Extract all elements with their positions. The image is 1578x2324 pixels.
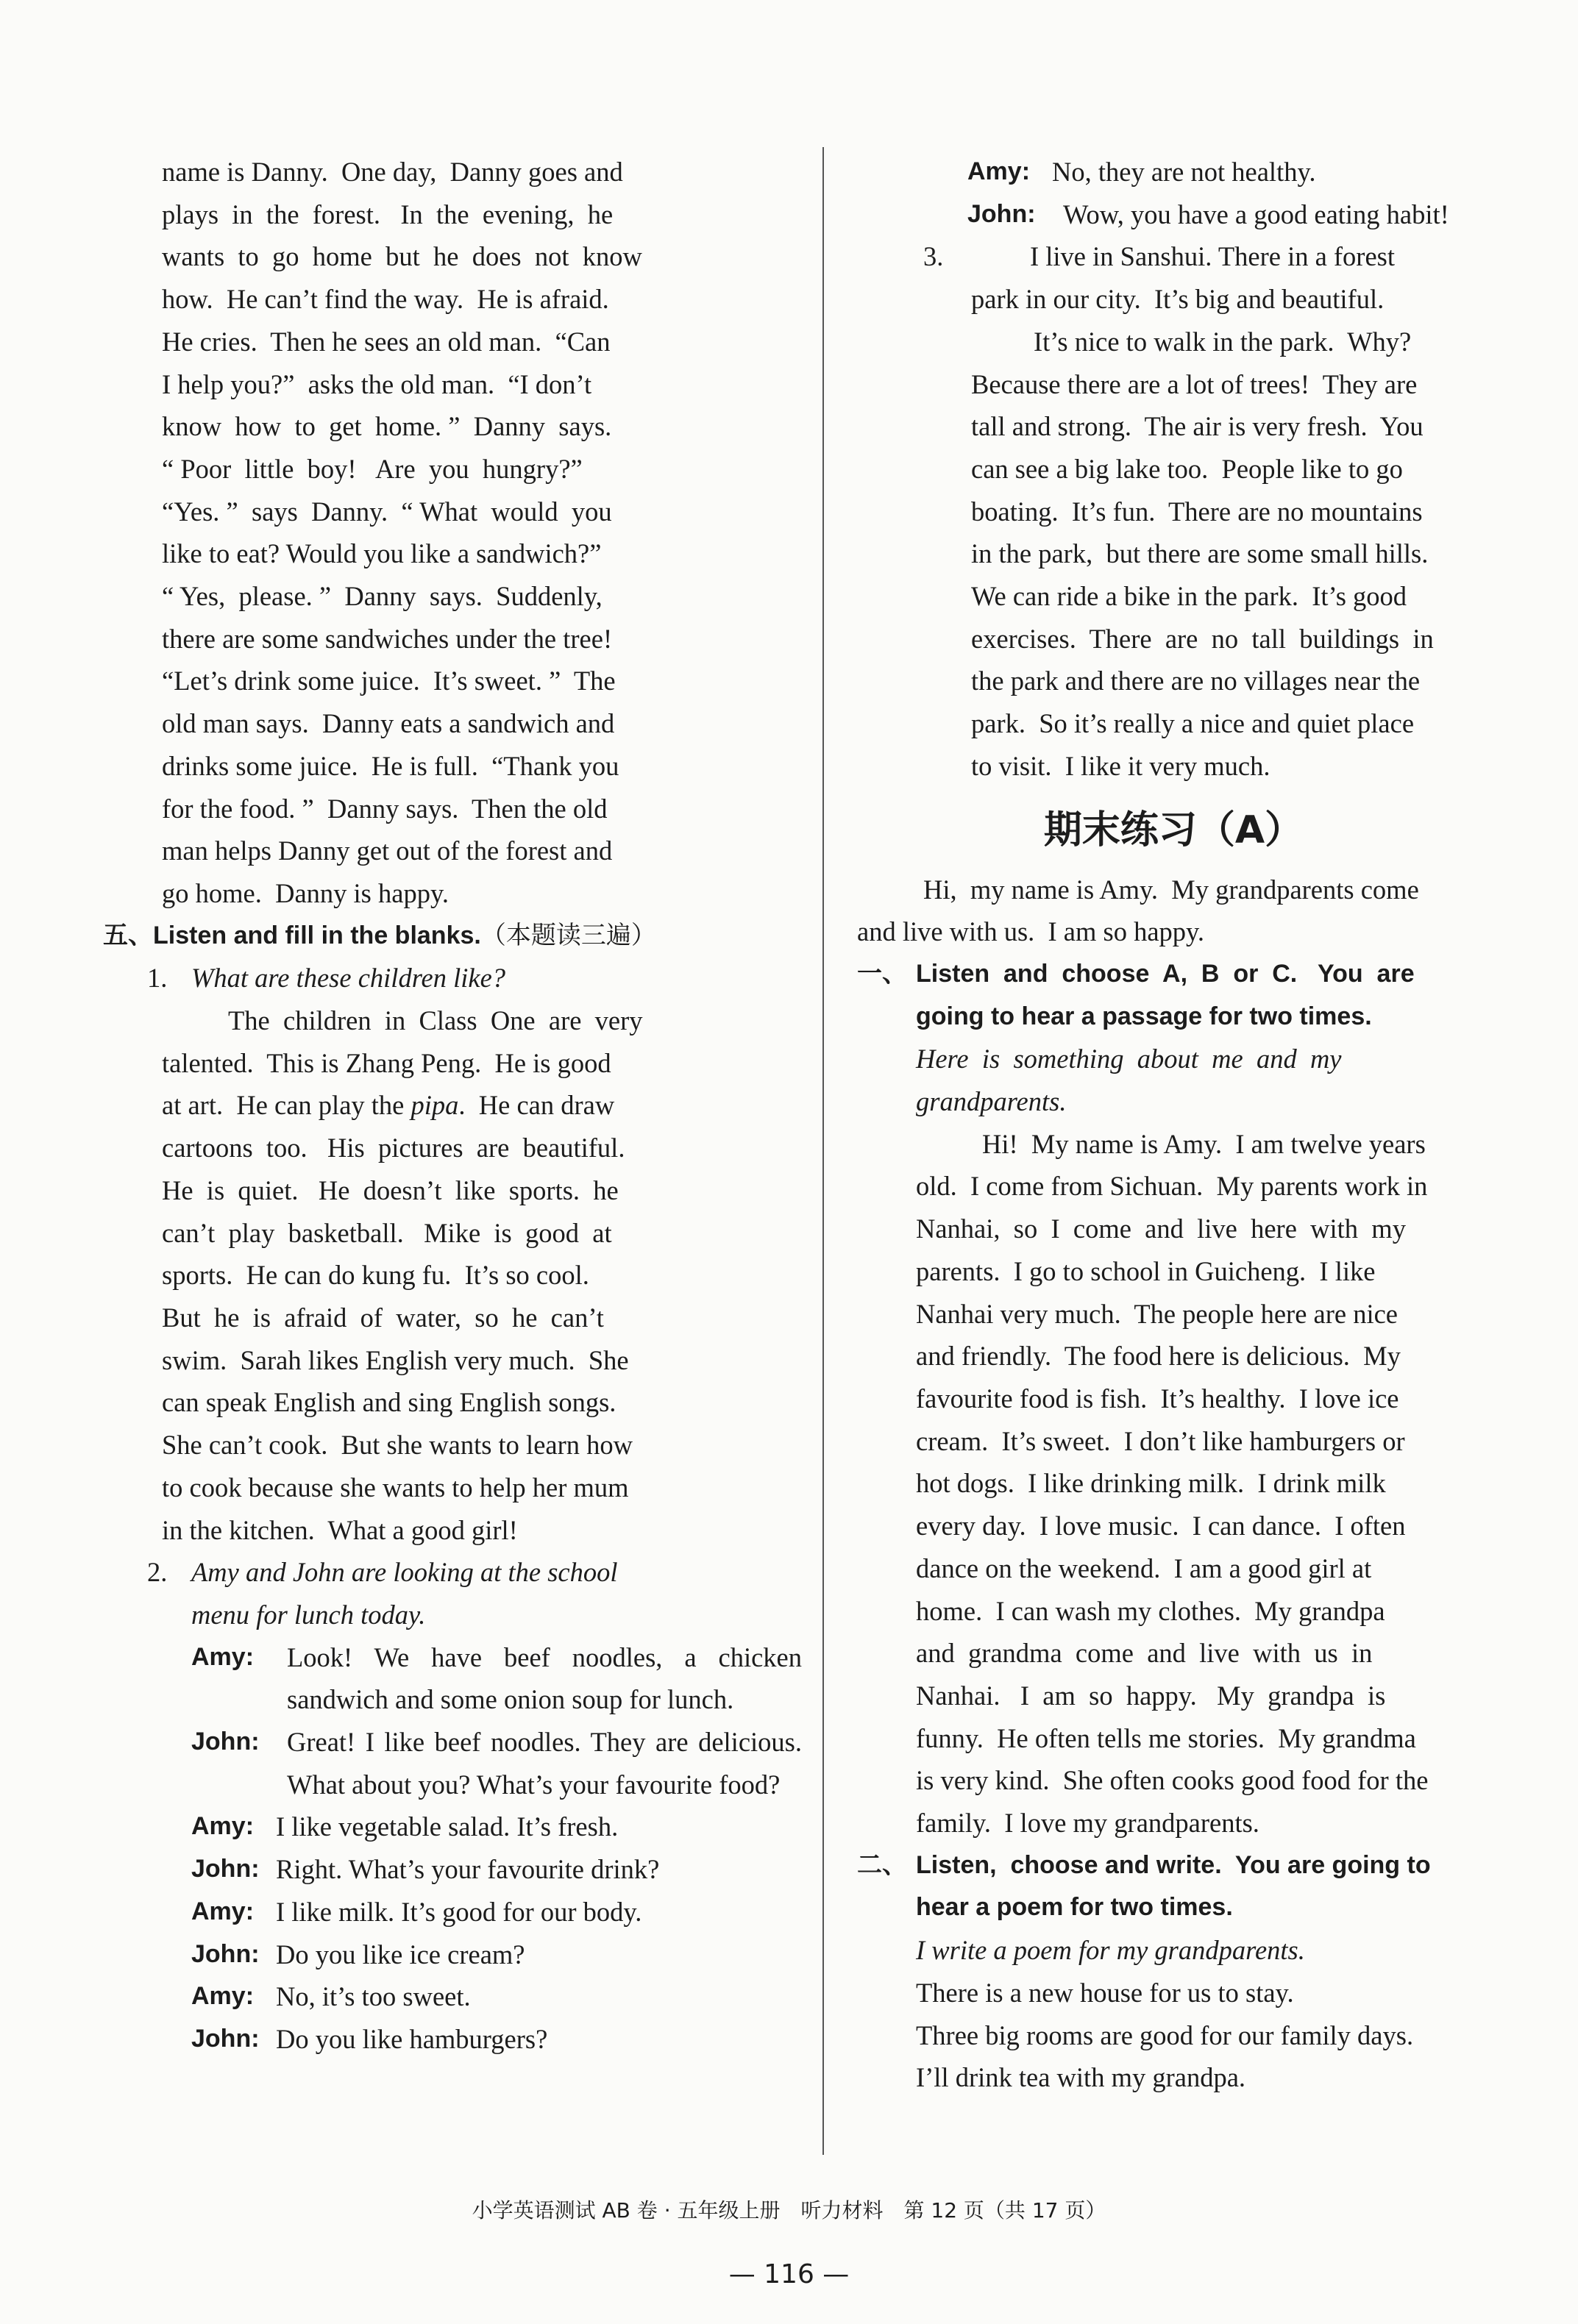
book-footer: 小学英语测试 AB 卷 · 五年级上册 听力材料 第 12 页（共 17 页） [472, 2198, 1106, 2223]
story-line: for the food. ” Danny says. Then the old [162, 793, 608, 824]
section-number: 二、 [857, 1850, 907, 1879]
text-line: talented. This is Zhang Peng. He is good [162, 1047, 611, 1078]
text-line: old. I come from Sichuan. My parents work in [916, 1171, 1428, 1202]
text-line: hot dogs. I like drinking milk. I drink milk [916, 1468, 1386, 1499]
poem-line: Three big rooms are good for our family days. [916, 2020, 1414, 2050]
dialogue-line [191, 1933, 802, 1976]
story-line: drinks some juice. He is full. “Thank you [162, 750, 619, 781]
question-1 [147, 957, 802, 999]
text-line: The children in Class One are very [228, 1005, 643, 1036]
text-line: But he is afraid of water, so he can’t [162, 1302, 604, 1333]
pipa-word: pipa [411, 1090, 459, 1121]
question-3-text [857, 278, 1490, 787]
text-line: It’s nice to walk in the park. Why? [1034, 326, 1412, 357]
question-number: 1. [147, 963, 168, 994]
utterance: Great! I like beef noodles. They are delicious. What about you? What’s your favourite food? [287, 1727, 802, 1800]
text-line: and grandma come and live with us in [916, 1638, 1373, 1669]
text-line: park in our city. It’s big and beautiful. [971, 284, 1385, 315]
speaker: Amy: [191, 1982, 255, 2011]
text-line: home. I can wash my clothes. My grandpa [916, 1595, 1385, 1626]
utterance: Do you like hamburgers? [276, 2023, 548, 2054]
text-line: the park and there are no villages near the [971, 666, 1421, 696]
text-line: swim. Sarah likes English very much. She [162, 1344, 629, 1375]
question-number: 3. [923, 241, 944, 272]
section-prompt: Here is something about me and my [916, 1044, 1342, 1074]
story-line: man helps Danny get out of the forest and [162, 835, 613, 866]
text-line: Nanhai very much. The people here are nice [916, 1298, 1398, 1329]
story-line: like to eat? Would you like a sandwich?” [162, 538, 602, 569]
dialogue [162, 1636, 802, 2061]
utterance: No, it’s too sweet. [276, 1981, 471, 2012]
utterance: Do you like ice cream? [276, 1939, 525, 1970]
story-line: there are some sandwiches under the tree! [162, 623, 613, 654]
speaker: John: [967, 199, 1036, 228]
question-prompt: What are these children like? [191, 963, 506, 994]
speaker: John: [191, 2024, 260, 2053]
section-number: 五、 [103, 921, 153, 949]
utterance: I like vegetable salad. It’s fresh. [276, 1811, 619, 1842]
dialogue-line [191, 1721, 802, 1806]
story-line: “Yes. ” says Danny. “ What would you [162, 496, 612, 527]
dialogue-line [191, 1636, 802, 1721]
utterance: I like milk. It’s good for our body. [276, 1896, 642, 1927]
dialogue-line [191, 1975, 802, 2018]
right-column [857, 151, 1490, 2099]
text-line: favourite food is fish. It’s healthy. I love ice [916, 1383, 1399, 1414]
text-line: can’t play basketball. Mike is good at [162, 1217, 612, 1248]
dialogue-continued [857, 151, 1490, 235]
text-segment: at art. He can play the [162, 1090, 411, 1121]
final-practice-title: 期末练习（A） [1043, 808, 1304, 852]
text-line: to cook because she wants to help her mum [162, 1472, 629, 1503]
text-line: parents. I go to school in Guicheng. I like [916, 1255, 1376, 1286]
text-line: funny. He often tells me stories. My grandma [916, 1722, 1416, 1753]
story-continued [162, 151, 802, 915]
text-line: We can ride a bike in the park. It’s good [971, 581, 1407, 612]
section-1-body [857, 1038, 1490, 1844]
section-title: Listen, choose and write. You are going to [916, 1850, 1431, 1879]
utterance: Wow, you have a good eating habit! [1063, 199, 1449, 229]
text-line: park. So it’s really a nice and quiet place [971, 708, 1415, 739]
speaker: Amy: [191, 1812, 255, 1841]
dialogue-line [967, 151, 1490, 193]
intro-line: and live with us. I am so happy. [857, 916, 1205, 947]
dialogue-line [967, 193, 1490, 236]
speaker: John: [191, 1728, 260, 1756]
speaker: Amy: [967, 157, 1031, 185]
text-line: boating. It’s fun. There are no mountains [971, 496, 1423, 527]
text-line: to visit. I like it very much. [971, 750, 1270, 781]
text-line: family. I love my grandparents. [916, 1808, 1259, 1839]
question-1-text [162, 999, 802, 1551]
text-line: exercises. There are no tall buildings in [971, 623, 1434, 654]
text-line: sports. He can do kung fu. It’s so cool. [162, 1260, 589, 1291]
story-line: “ Yes, please. ” Danny says. Suddenly, [162, 581, 603, 612]
question-prompt: Amy and John are looking at the school [191, 1557, 618, 1588]
text-line: Nanhai, so I come and live here with my [916, 1213, 1406, 1244]
dialogue-line [191, 1848, 802, 1891]
section-number: 一、 [857, 959, 907, 988]
dialogue-line [191, 1806, 802, 1848]
section-1-heading [857, 953, 1490, 996]
section-title: Listen and fill in the blanks. [153, 921, 481, 949]
page-number: — 116 — [728, 2259, 850, 2289]
story-line: know how to get home. ” Danny says. [162, 411, 612, 442]
utterance: Look! We have beef noodles, a chicken sandwich and some onion soup for lunch. [287, 1642, 802, 1715]
text-line: in the park, but there are some small hills. [971, 538, 1429, 569]
text-line: can speak English and sing English songs. [162, 1387, 616, 1418]
dialogue-line [191, 2018, 802, 2061]
intro-line: Hi, my name is Amy. My grandparents come [923, 874, 1419, 905]
section-title-cont: hear a poem for two times. [916, 1893, 1233, 1922]
text-line: in the kitchen. What a good girl! [162, 1514, 518, 1545]
utterance: No, they are not healthy. [1052, 157, 1316, 187]
poem-line: I’ll drink tea with my grandpa. [916, 2062, 1246, 2093]
story-line: plays in the forest. In the evening, he [162, 199, 614, 229]
text-line: cream. It’s sweet. I don’t like hamburgers or [916, 1425, 1405, 1456]
utterance: Right. What’s your favourite drink? [276, 1854, 660, 1885]
story-line: I help you?” asks the old man. “I don’t [162, 368, 592, 399]
question-prompt-cont: menu for lunch today. [191, 1599, 426, 1630]
text-line: tall and strong. The air is very fresh. You [971, 411, 1424, 442]
section-2-heading [857, 1844, 1490, 1887]
text-line: cartoons too. His pictures are beautiful. [162, 1133, 625, 1163]
text-line: He is quiet. He doesn’t like sports. he [162, 1175, 619, 1205]
story-line: wants to go home but he does not know [162, 241, 642, 272]
text-line: can see a big lake too. People like to go [971, 453, 1403, 484]
speaker: John: [191, 1855, 260, 1883]
story-line: go home. Danny is happy. [162, 877, 449, 908]
question-3 [923, 235, 1490, 278]
text-line: every day. I love music. I can dance. I often [916, 1511, 1406, 1541]
section-prompt: I write a poem for my grandparents. [916, 1935, 1305, 1966]
text-line: Nanhai. I am so happy. My grandpa is [916, 1680, 1386, 1711]
text-line: is very kind. She often cooks good food for the [916, 1765, 1429, 1796]
section-title: Listen and choose A, B or C. You are [916, 959, 1415, 988]
section-2-heading-cont [857, 1886, 1490, 1929]
section-5-heading [103, 915, 802, 958]
speaker: John: [191, 1939, 260, 1968]
story-line: how. He can’t find the way. He is afraid. [162, 284, 609, 315]
story-line: old man says. Danny eats a sandwich and [162, 708, 615, 739]
left-column [103, 151, 802, 2061]
section-prompt-cont: grandparents. [916, 1086, 1067, 1117]
section-note: （本题读三遍） [480, 921, 656, 949]
story-line: He cries. Then he sees an old man. “Can [162, 326, 611, 357]
text-line: Because there are a lot of trees! They are [971, 368, 1418, 399]
text-line [162, 1084, 802, 1127]
text-line: I live in Sanshui. There in a forest [1030, 241, 1396, 272]
text-line: She can’t cook. But she wants to learn how [162, 1430, 633, 1461]
speaker: Amy: [191, 1897, 255, 1925]
story-line: “ Poor little boy! Are you hungry?” [162, 453, 583, 484]
text-segment: . He can draw [458, 1090, 615, 1121]
text-line: Hi! My name is Amy. I am twelve years [982, 1128, 1426, 1159]
section-1-heading-cont [857, 996, 1490, 1038]
question-2 [147, 1551, 802, 1594]
section-title-cont: going to hear a passage for two times. [916, 1002, 1372, 1030]
question-number: 2. [147, 1557, 168, 1588]
story-line: “Let’s drink some juice. It’s sweet. ” The [162, 666, 616, 696]
section-2-body [857, 1929, 1490, 2099]
text-line: and friendly. The food here is delicious. My [916, 1341, 1401, 1372]
poem-line: There is a new house for us to stay. [916, 1977, 1294, 2008]
dialogue-line [191, 1891, 802, 1933]
speaker: Amy: [191, 1642, 255, 1671]
text-line: dance on the weekend. I am a good girl at [916, 1553, 1372, 1583]
story-line: name is Danny. One day, Danny goes and [162, 157, 623, 187]
column-divider [822, 147, 824, 2155]
